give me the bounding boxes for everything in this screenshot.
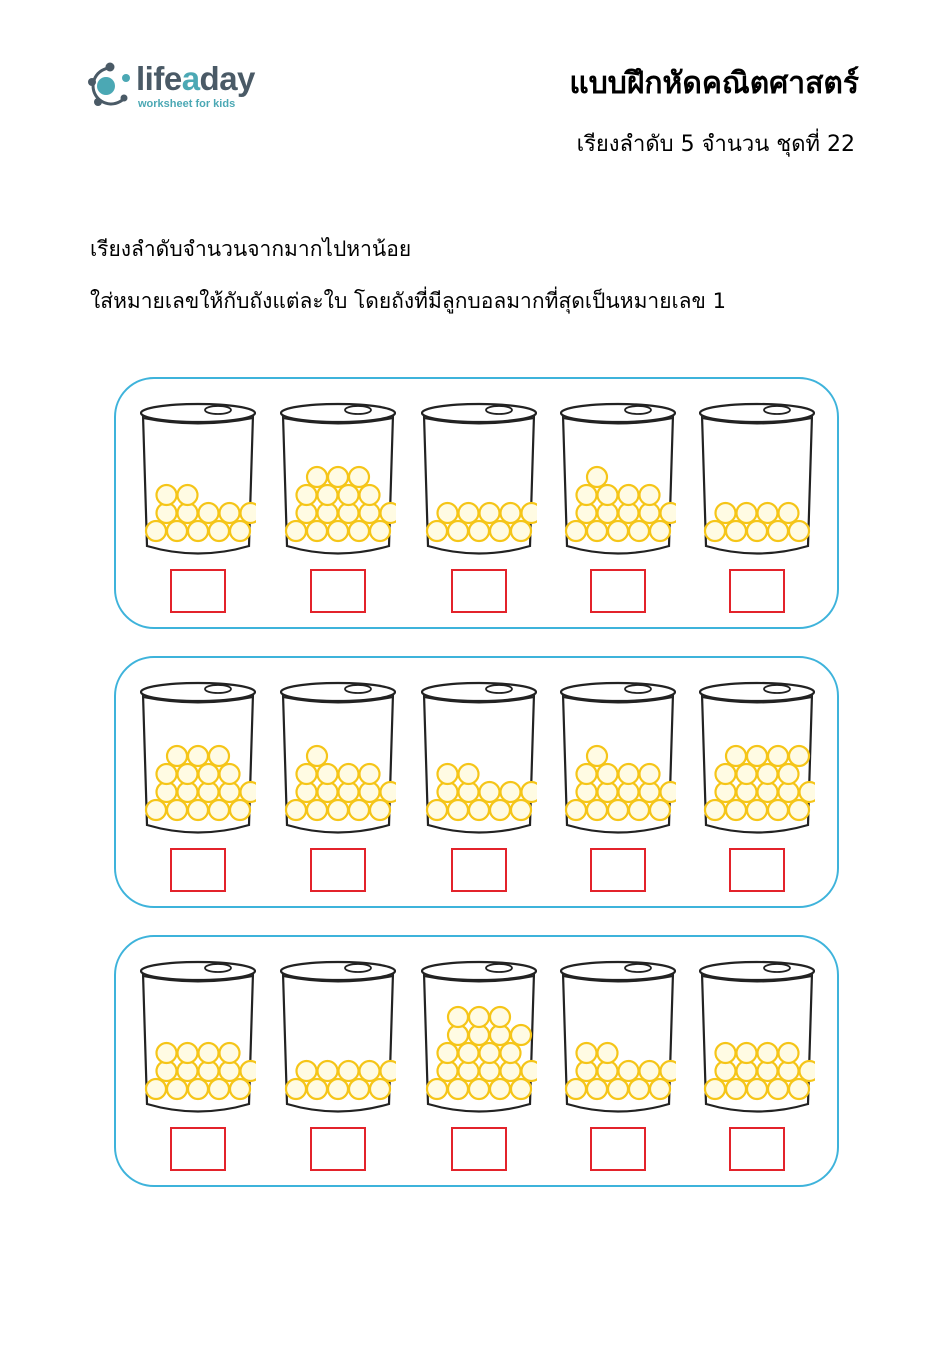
ball [459, 1043, 479, 1063]
answer-box[interactable] [310, 1127, 366, 1171]
ball [199, 1043, 219, 1063]
ball [789, 521, 809, 541]
ball [768, 1079, 788, 1099]
ball-jar [421, 401, 537, 559]
answer-box[interactable] [170, 569, 226, 613]
ball [480, 503, 500, 523]
ball [297, 485, 317, 505]
ball [286, 521, 306, 541]
ball [438, 503, 458, 523]
ball [747, 746, 767, 766]
answer-box[interactable] [170, 848, 226, 892]
ball [490, 1079, 510, 1099]
ball [768, 521, 788, 541]
ball [705, 521, 725, 541]
answer-box[interactable] [451, 569, 507, 613]
ball [178, 764, 198, 784]
ball [360, 485, 380, 505]
ball [370, 800, 390, 820]
ball [737, 1043, 757, 1063]
ball [209, 1079, 229, 1099]
ball [640, 764, 660, 784]
ball [381, 782, 397, 802]
ball [328, 467, 348, 487]
answer-box[interactable] [729, 569, 785, 613]
ball [726, 746, 746, 766]
ball-jar [699, 680, 815, 838]
ball [480, 782, 500, 802]
jar-rim [700, 962, 814, 980]
answer-box[interactable] [310, 569, 366, 613]
ball [349, 521, 369, 541]
ball [349, 1079, 369, 1099]
ball [480, 1043, 500, 1063]
ball [490, 800, 510, 820]
ball [349, 800, 369, 820]
ball [381, 503, 397, 523]
ball [146, 800, 166, 820]
ball-jar [140, 401, 256, 559]
ball [587, 521, 607, 541]
ball [650, 800, 670, 820]
ball [286, 800, 306, 820]
ball [459, 764, 479, 784]
jar-rim [561, 962, 675, 980]
ball [230, 1079, 250, 1099]
ball [800, 782, 816, 802]
ball [427, 521, 447, 541]
ball [178, 1043, 198, 1063]
ball [490, 521, 510, 541]
ball [339, 1061, 359, 1081]
ball [370, 1079, 390, 1099]
ball [629, 1079, 649, 1099]
ball [241, 782, 257, 802]
answer-box[interactable] [451, 1127, 507, 1171]
ball [705, 1079, 725, 1099]
ball [199, 764, 219, 784]
ball [598, 485, 618, 505]
ball [448, 1007, 468, 1027]
page-subtitle: เรียงลำดับ 5 จำนวน ชุดที่ 22 [576, 132, 855, 157]
jar-rim [141, 962, 255, 980]
ball [566, 1079, 586, 1099]
ball [427, 800, 447, 820]
ball [511, 1079, 531, 1099]
ball [747, 521, 767, 541]
answer-box[interactable] [451, 848, 507, 892]
ball [297, 764, 317, 784]
logo [86, 60, 276, 116]
ball [188, 1079, 208, 1099]
ball [297, 1061, 317, 1081]
ball [705, 800, 725, 820]
ball-jar [560, 401, 676, 559]
instruction-line-1: เรียงลำดับจำนวนจากมากไปหาน้อย [90, 237, 412, 261]
ball [307, 1079, 327, 1099]
ball [328, 1079, 348, 1099]
ball [199, 503, 219, 523]
ball [608, 800, 628, 820]
ball [318, 485, 338, 505]
ball-jar [699, 959, 815, 1117]
answer-box[interactable] [310, 848, 366, 892]
ball [448, 800, 468, 820]
ball [167, 746, 187, 766]
ball [511, 521, 531, 541]
ball [511, 1025, 531, 1045]
jar-rim [422, 404, 536, 422]
ball-jar [699, 401, 815, 559]
ball [448, 1079, 468, 1099]
ball-jar [280, 401, 396, 559]
ball [629, 800, 649, 820]
logo-tagline: worksheet for kids [138, 98, 236, 110]
ball-jar [140, 959, 256, 1117]
logo-wordmark: lifeaday [136, 60, 255, 97]
ball [640, 1061, 660, 1081]
ball [726, 800, 746, 820]
ball [220, 503, 240, 523]
ball [188, 800, 208, 820]
answer-box[interactable] [170, 1127, 226, 1171]
ball [779, 1043, 799, 1063]
ball [146, 521, 166, 541]
question-panel-3 [114, 935, 839, 1187]
ball [360, 764, 380, 784]
ball [726, 1079, 746, 1099]
jar-rim [141, 683, 255, 701]
ball [188, 746, 208, 766]
ball [758, 764, 778, 784]
ball [522, 1061, 538, 1081]
ball [598, 764, 618, 784]
ball [178, 485, 198, 505]
ball [789, 746, 809, 766]
answer-box[interactable] [590, 848, 646, 892]
ball [619, 485, 639, 505]
ball [307, 746, 327, 766]
ball [587, 746, 607, 766]
ball [209, 521, 229, 541]
jar-rim [141, 404, 255, 422]
ball [737, 503, 757, 523]
question-panel-1 [114, 377, 839, 629]
ball [230, 800, 250, 820]
ball [241, 503, 257, 523]
ball [747, 800, 767, 820]
ball [800, 1061, 816, 1081]
ball [789, 1079, 809, 1099]
ball [501, 782, 521, 802]
ball [469, 1079, 489, 1099]
ball [661, 1061, 677, 1081]
ball [587, 800, 607, 820]
ball [360, 1061, 380, 1081]
ball [448, 521, 468, 541]
page-title: แบบฝึกหัดคณิตศาสตร์ [569, 66, 859, 101]
ball [747, 1079, 767, 1099]
answer-box[interactable] [590, 1127, 646, 1171]
ball [608, 521, 628, 541]
ball [566, 800, 586, 820]
ball [619, 1061, 639, 1081]
ball [661, 782, 677, 802]
jar-rim [700, 683, 814, 701]
ball [608, 1079, 628, 1099]
ball [598, 1043, 618, 1063]
ball [381, 1061, 397, 1081]
jar-rim [281, 962, 395, 980]
ball [577, 764, 597, 784]
ball [469, 1007, 489, 1027]
ball [577, 485, 597, 505]
answer-box[interactable] [729, 848, 785, 892]
ball [167, 800, 187, 820]
ball [220, 764, 240, 784]
ball [349, 467, 369, 487]
ball [629, 521, 649, 541]
ball-jar [140, 680, 256, 838]
ball [167, 521, 187, 541]
ball [469, 521, 489, 541]
ball [209, 746, 229, 766]
ball [619, 764, 639, 784]
ball [726, 521, 746, 541]
ball [241, 1061, 257, 1081]
ball [188, 521, 208, 541]
jar-rim [561, 683, 675, 701]
jar-rim [561, 404, 675, 422]
ball [779, 764, 799, 784]
ball [307, 467, 327, 487]
ball [328, 521, 348, 541]
instruction-line-2: ใส่หมายเลขให้กับถังแต่ละใบ โดยถังที่มีลูกบอลมากที่สุดเป็นหมายเลข 1 [90, 289, 726, 313]
ball [522, 503, 538, 523]
ball-jar [280, 680, 396, 838]
ball [307, 521, 327, 541]
ball-jar [280, 959, 396, 1117]
ball-jar [421, 680, 537, 838]
ball [339, 485, 359, 505]
ball [566, 521, 586, 541]
ball [511, 800, 531, 820]
ball [370, 521, 390, 541]
jar-rim [700, 404, 814, 422]
ball [286, 1079, 306, 1099]
ball [758, 503, 778, 523]
ball [157, 485, 177, 505]
ball [209, 800, 229, 820]
ball [661, 503, 677, 523]
ball [230, 521, 250, 541]
ball [522, 782, 538, 802]
ball [650, 1079, 670, 1099]
ball-jar [421, 959, 537, 1117]
ball [587, 467, 607, 487]
ball [157, 1043, 177, 1063]
ball [577, 1043, 597, 1063]
ball [459, 503, 479, 523]
molecule-dots-icon [86, 60, 134, 112]
ball [328, 800, 348, 820]
ball [501, 1043, 521, 1063]
ball [490, 1007, 510, 1027]
jar-rim [281, 683, 395, 701]
ball [768, 746, 788, 766]
ball [779, 503, 799, 523]
ball [157, 764, 177, 784]
ball [501, 503, 521, 523]
ball [167, 1079, 187, 1099]
ball-jar [560, 680, 676, 838]
ball-jar [560, 959, 676, 1117]
jar-rim [281, 404, 395, 422]
answer-box[interactable] [729, 1127, 785, 1171]
ball [220, 1043, 240, 1063]
ball [650, 521, 670, 541]
ball [318, 764, 338, 784]
ball [469, 800, 489, 820]
ball [758, 1043, 778, 1063]
ball [716, 503, 736, 523]
ball [768, 800, 788, 820]
jar-rim [422, 962, 536, 980]
ball [737, 764, 757, 784]
ball [318, 1061, 338, 1081]
ball [716, 764, 736, 784]
answer-box[interactable] [590, 569, 646, 613]
ball [438, 764, 458, 784]
ball [307, 800, 327, 820]
ball [146, 1079, 166, 1099]
ball [789, 800, 809, 820]
jar-rim [422, 683, 536, 701]
ball [438, 1043, 458, 1063]
ball [587, 1079, 607, 1099]
ball [640, 485, 660, 505]
ball [427, 1079, 447, 1099]
question-panel-2 [114, 656, 839, 908]
ball [716, 1043, 736, 1063]
ball [339, 764, 359, 784]
